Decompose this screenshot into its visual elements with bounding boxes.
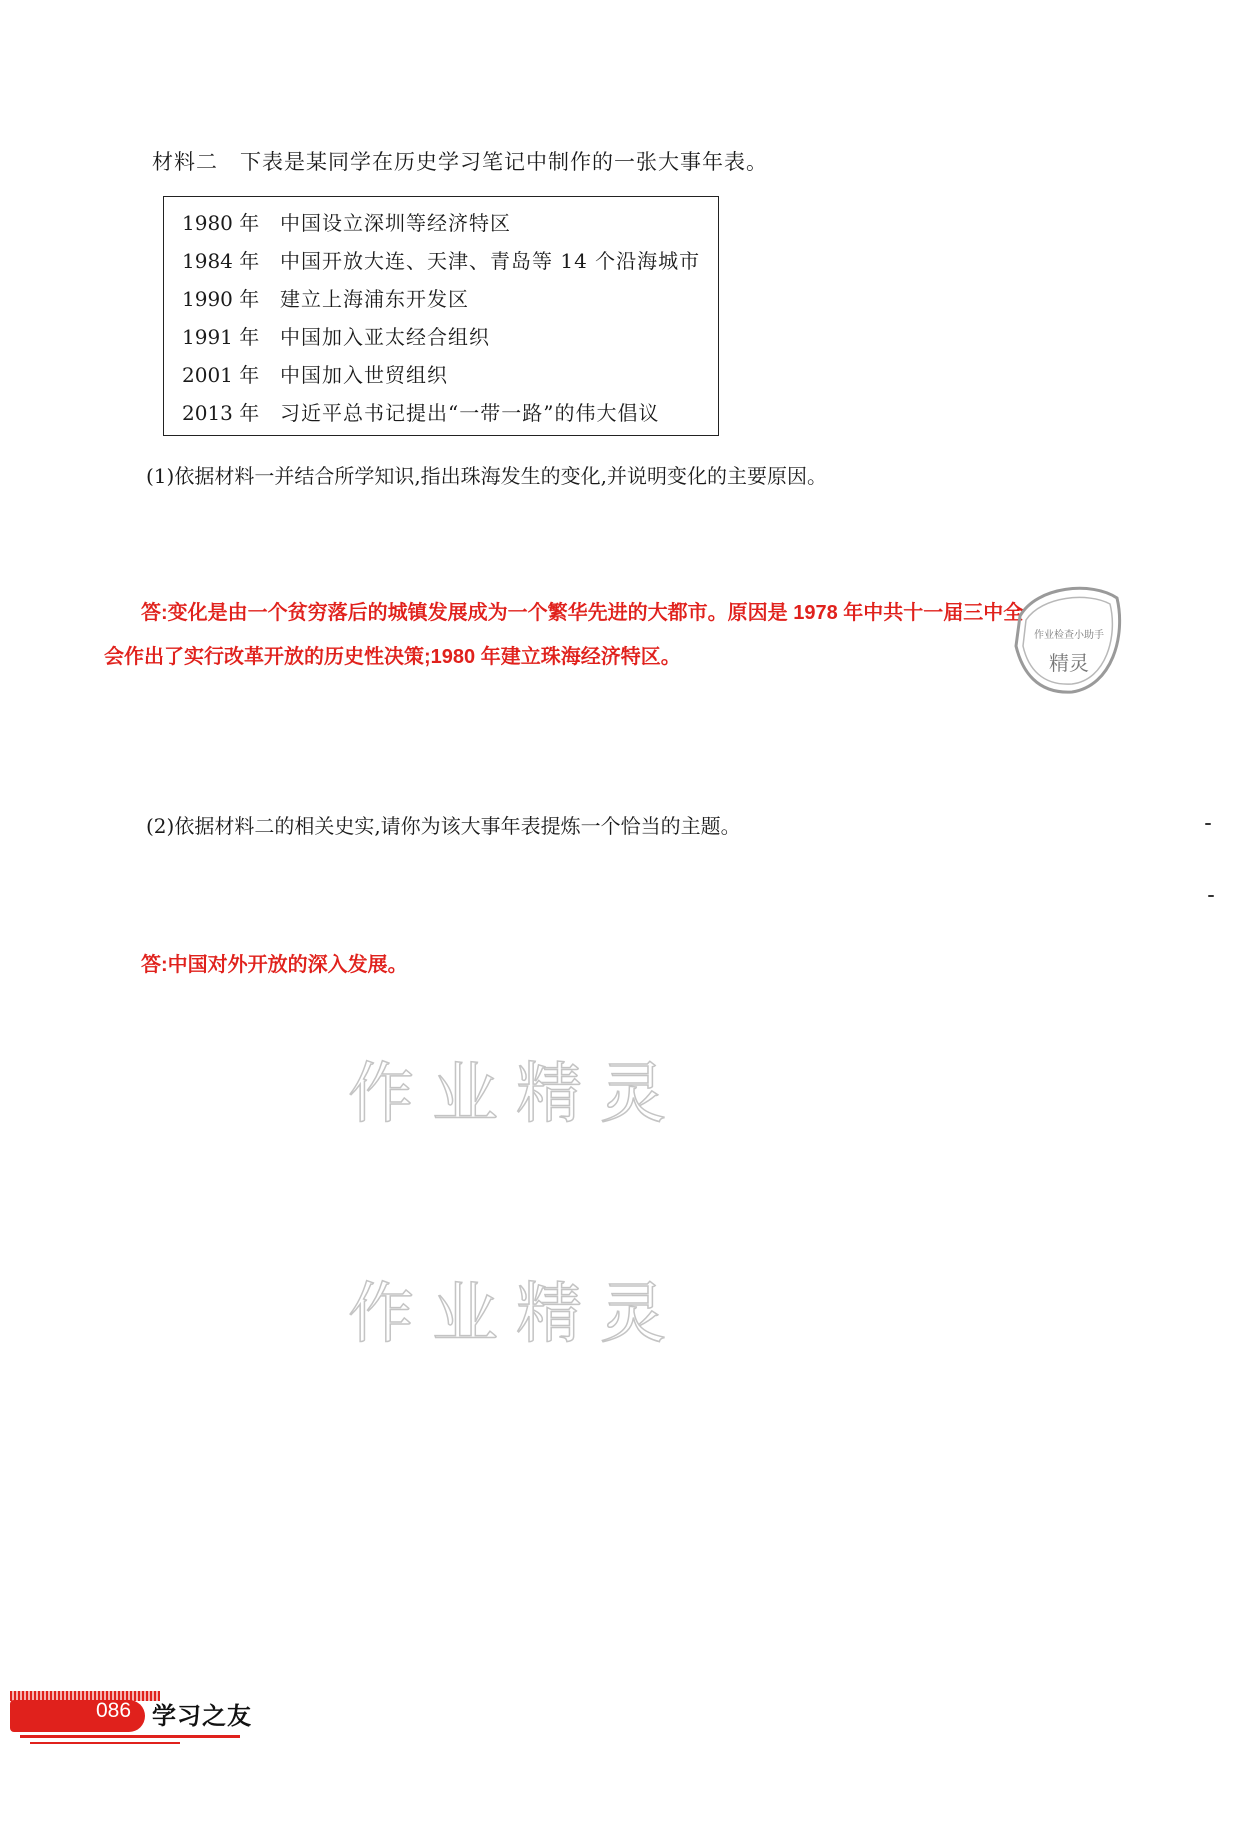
timeline-event: 习近平总书记提出“一带一路”的伟大倡议	[280, 401, 660, 425]
seal-top-text: 作业检查小助手	[1034, 630, 1104, 641]
timeline-event: 中国设立深圳等经济特区	[280, 211, 511, 235]
timeline-row	[182, 245, 700, 274]
timeline-year: 1990 年	[182, 287, 260, 311]
seal-bottom-text: 精灵	[1049, 651, 1089, 675]
question-2: (2)依据材料二的相关史实,请你为该大事年表提炼一个恰当的主题。	[146, 814, 741, 838]
timeline-year: 2013 年	[182, 401, 260, 425]
timeline-row	[182, 283, 469, 312]
timeline-row	[182, 359, 448, 388]
timeline-year: 1991 年	[182, 325, 260, 349]
timeline-year: 2001 年	[182, 363, 260, 387]
page-number: 086	[96, 1699, 132, 1722]
scan-speck	[1208, 895, 1214, 897]
timeline-event: 中国加入亚太经合组织	[280, 325, 490, 349]
watermark-text: 作业精灵	[348, 1055, 684, 1132]
book-title: 学习之友	[152, 1701, 252, 1730]
footer-rule	[30, 1742, 180, 1744]
question-1: (1)依据材料一并结合所学知识,指出珠海发生的变化,并说明变化的主要原因。	[146, 464, 828, 488]
timeline-row	[182, 207, 511, 236]
answer-1-line-2: 会作出了实行改革开放的历史性决策;1980 年建立珠海经济特区。	[104, 646, 681, 668]
answer-1-line-1: 答:变化是由一个贫穷落后的城镇发展成为一个繁华先进的大都市。原因是 1978 年中共十一届三中全	[141, 602, 1024, 624]
seal-stamp	[1012, 576, 1126, 698]
timeline-table	[163, 196, 719, 436]
watermark-text: 作业精灵	[348, 1275, 684, 1352]
timeline-event: 中国开放大连、天津、青岛等 14 个沿海城市	[280, 249, 701, 273]
scan-speck	[1205, 823, 1211, 825]
timeline-event: 建立上海浦东开发区	[280, 287, 469, 311]
timeline-event: 中国加入世贸组织	[280, 363, 448, 387]
answer-2: 答:中国对外开放的深入发展。	[141, 954, 408, 976]
timeline-row	[182, 321, 490, 350]
footer-rule	[20, 1735, 240, 1738]
material-title: 材料二 下表是某同学在历史学习笔记中制作的一张大事年表。	[152, 150, 768, 174]
timeline-row	[182, 397, 659, 426]
timeline-year: 1980 年	[182, 211, 260, 235]
timeline-year: 1984 年	[182, 249, 260, 273]
